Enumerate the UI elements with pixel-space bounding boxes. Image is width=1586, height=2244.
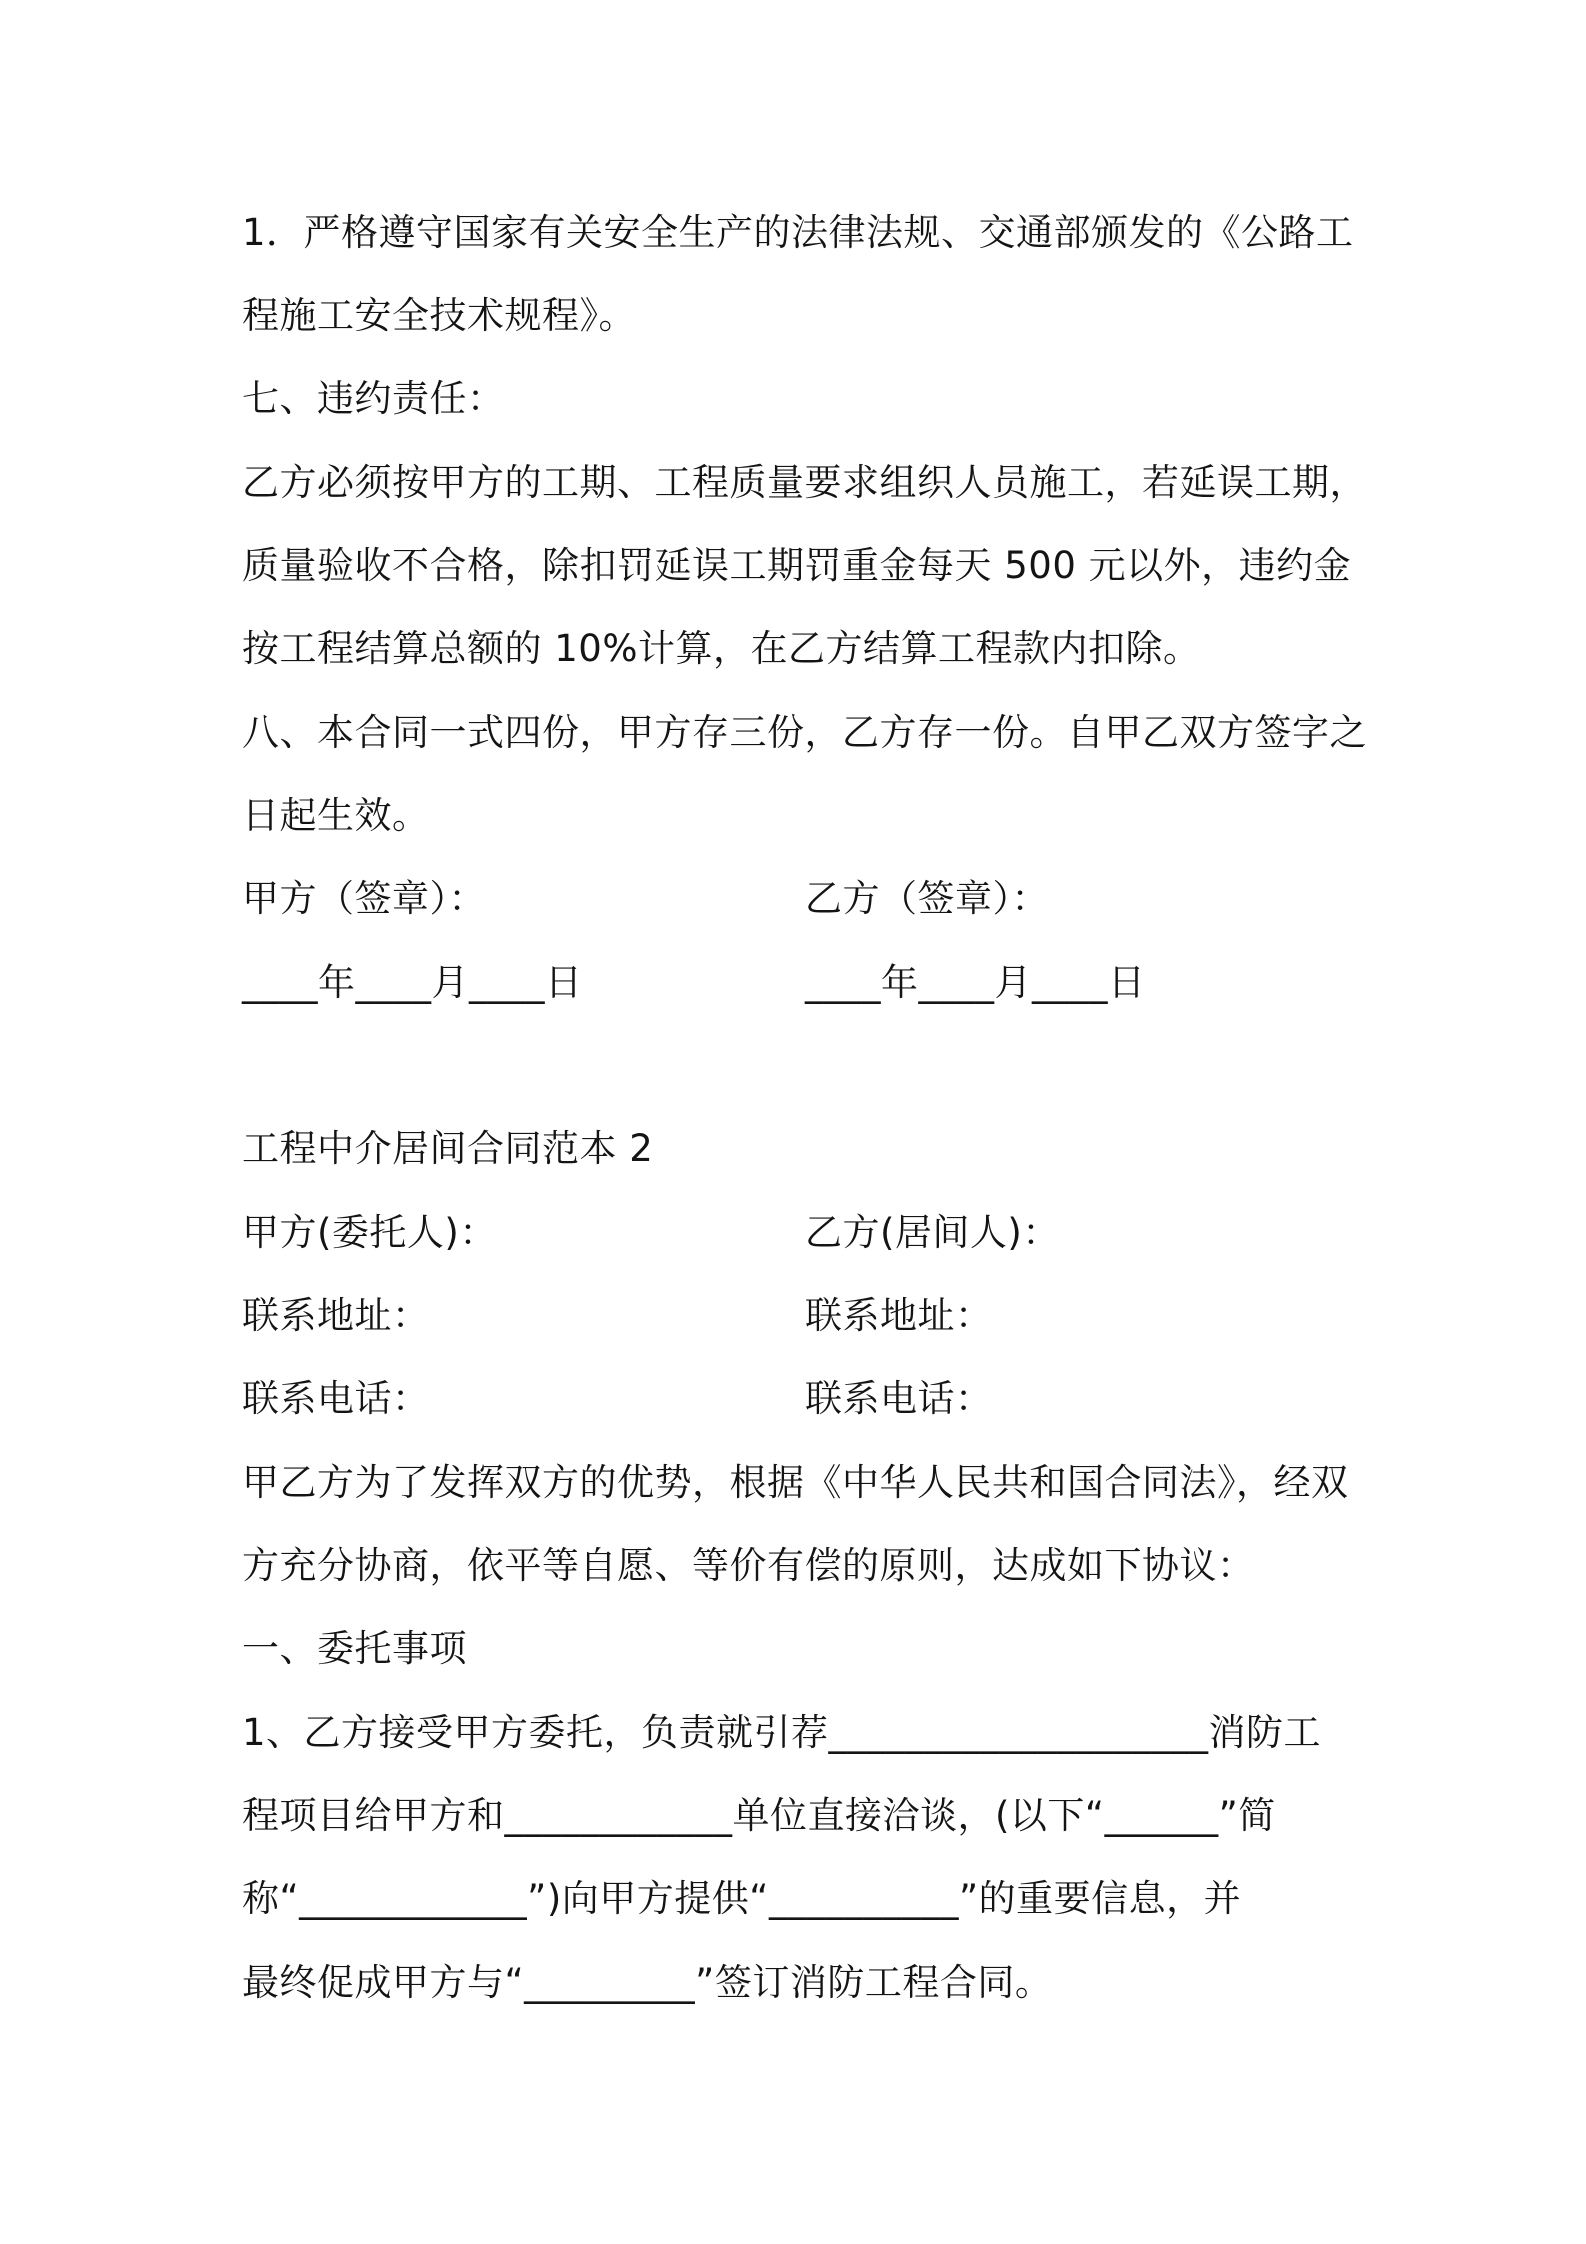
paragraph-line: 八、本合同一式四份，甲方存三份，乙方存一份。自甲乙双方签字之 [242,711,1367,754]
paragraph-line: 按工程结算总额的 10%计算，在乙方结算工程款内扣除。 [242,627,1201,670]
paragraph-line: 乙方必须按甲方的工期、工程质量要求组织人员施工，若延误工期， [242,461,1367,504]
contract-title: 工程中介居间合同范本 2 [242,1127,654,1170]
section-heading: 一、委托事项 [242,1627,467,1670]
party-b-phone-label: 联系电话： [805,1377,993,1420]
party-b-label: 乙方(居间人)： [805,1211,1060,1254]
section-heading: 七、违约责任： [242,377,505,420]
party-b-date-field: ____年____月____日 [805,961,1146,1004]
paragraph-line: 程施工安全技术规程》。 [242,294,636,337]
party-a-date-field: ____年____月____日 [242,961,583,1004]
paragraph-line: 1、乙方接受甲方委托，负责就引荐____________________消防工 [242,1711,1322,1754]
paragraph-line: 质量验收不合格，除扣罚延误工期罚重金每天 500 元以外，违约金 [242,544,1352,587]
party-b-signature-label: 乙方（签章）： [805,877,1049,920]
party-a-phone-label: 联系电话： [242,1377,430,1420]
party-a-address-label: 联系地址： [242,1294,430,1337]
paragraph-line: 1．严格遵守国家有关安全生产的法律法规、交通部颁发的《公路工 [242,211,1354,254]
paragraph-line: 程项目给甲方和____________单位直接洽谈，(以下“______”简 [242,1794,1276,1837]
paragraph-line: 甲乙方为了发挥双方的优势，根据《中华人民共和国合同法》，经双 [242,1461,1349,1504]
paragraph-line: 日起生效。 [242,794,430,837]
party-a-signature-label: 甲方（签章）： [242,877,486,920]
paragraph-line: 称“____________”)向甲方提供“__________”的重要信息，并 [242,1877,1242,1920]
paragraph-line: 方充分协商，依平等自愿、等价有偿的原则，达成如下协议： [242,1544,1255,1587]
party-a-label: 甲方(委托人)： [242,1211,497,1254]
party-b-address-label: 联系地址： [805,1294,993,1337]
paragraph-line: 最终促成甲方与“_________”签订消防工程合同。 [242,1961,1053,2004]
